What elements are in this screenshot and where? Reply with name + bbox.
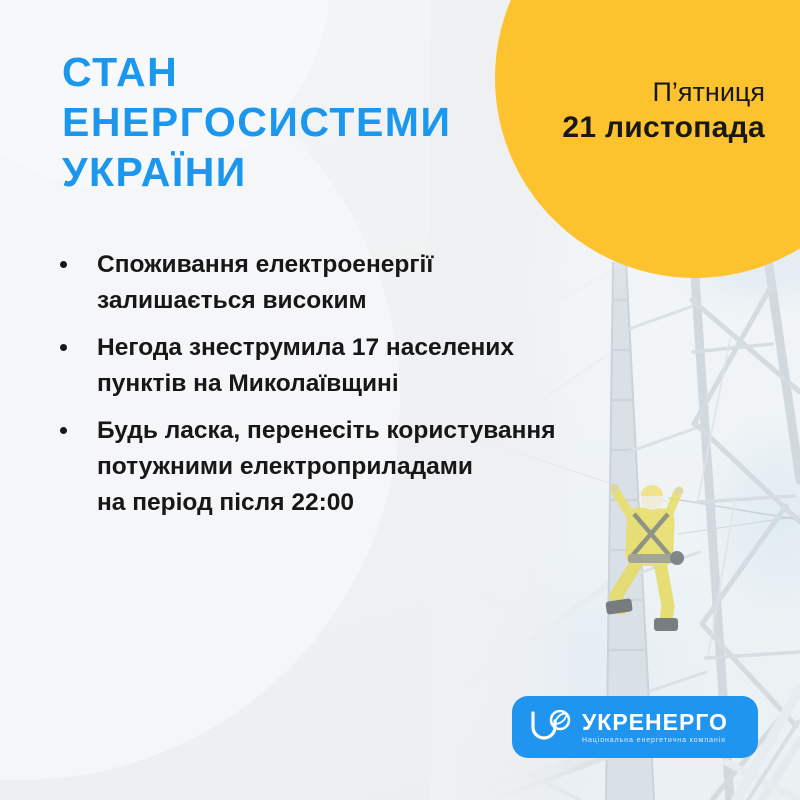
title-line-2: ЕНЕРГОСИСТЕМИ — [62, 99, 452, 145]
bullet-text — [97, 330, 514, 402]
page-title — [62, 47, 451, 197]
bullet-1-line-1: Споживання електроенергії — [97, 251, 434, 278]
title-line-3: УКРАЇНИ — [62, 149, 247, 195]
bullet-3-line-2: потужними електроприладами — [97, 453, 473, 480]
logo-text-block — [582, 710, 728, 744]
date-badge — [562, 76, 765, 146]
bullet-2-line-1: Негода знеструмила 17 населених — [97, 334, 514, 361]
bullet-text — [97, 413, 556, 521]
bullet-2-line-2: пунктів на Миколаївщині — [97, 370, 399, 397]
list-item — [58, 330, 556, 402]
ukrenergo-logo-icon — [526, 707, 574, 747]
bullet-dot — [60, 261, 67, 268]
bullet-1-line-2: залишається високим — [97, 287, 367, 314]
date-label: 21 листопада — [562, 111, 765, 144]
weekday-label: П’ятниця — [652, 77, 765, 107]
ukrenergo-logo-plate — [512, 696, 758, 758]
bullet-dot — [60, 344, 67, 351]
bullet-3-line-1: Будь ласка, перенесіть користування — [97, 417, 556, 444]
bullet-3-line-3: на період після 22:00 — [97, 489, 354, 516]
bullet-dot — [60, 427, 67, 434]
list-item — [58, 247, 556, 319]
company-name: УКРЕНЕРГО — [582, 709, 728, 735]
status-bullet-list — [58, 247, 556, 532]
bullet-text — [97, 247, 433, 319]
company-tagline: Національна енергетична компанія — [582, 737, 726, 744]
title-line-1: СТАН — [62, 49, 179, 95]
list-item — [58, 413, 556, 521]
